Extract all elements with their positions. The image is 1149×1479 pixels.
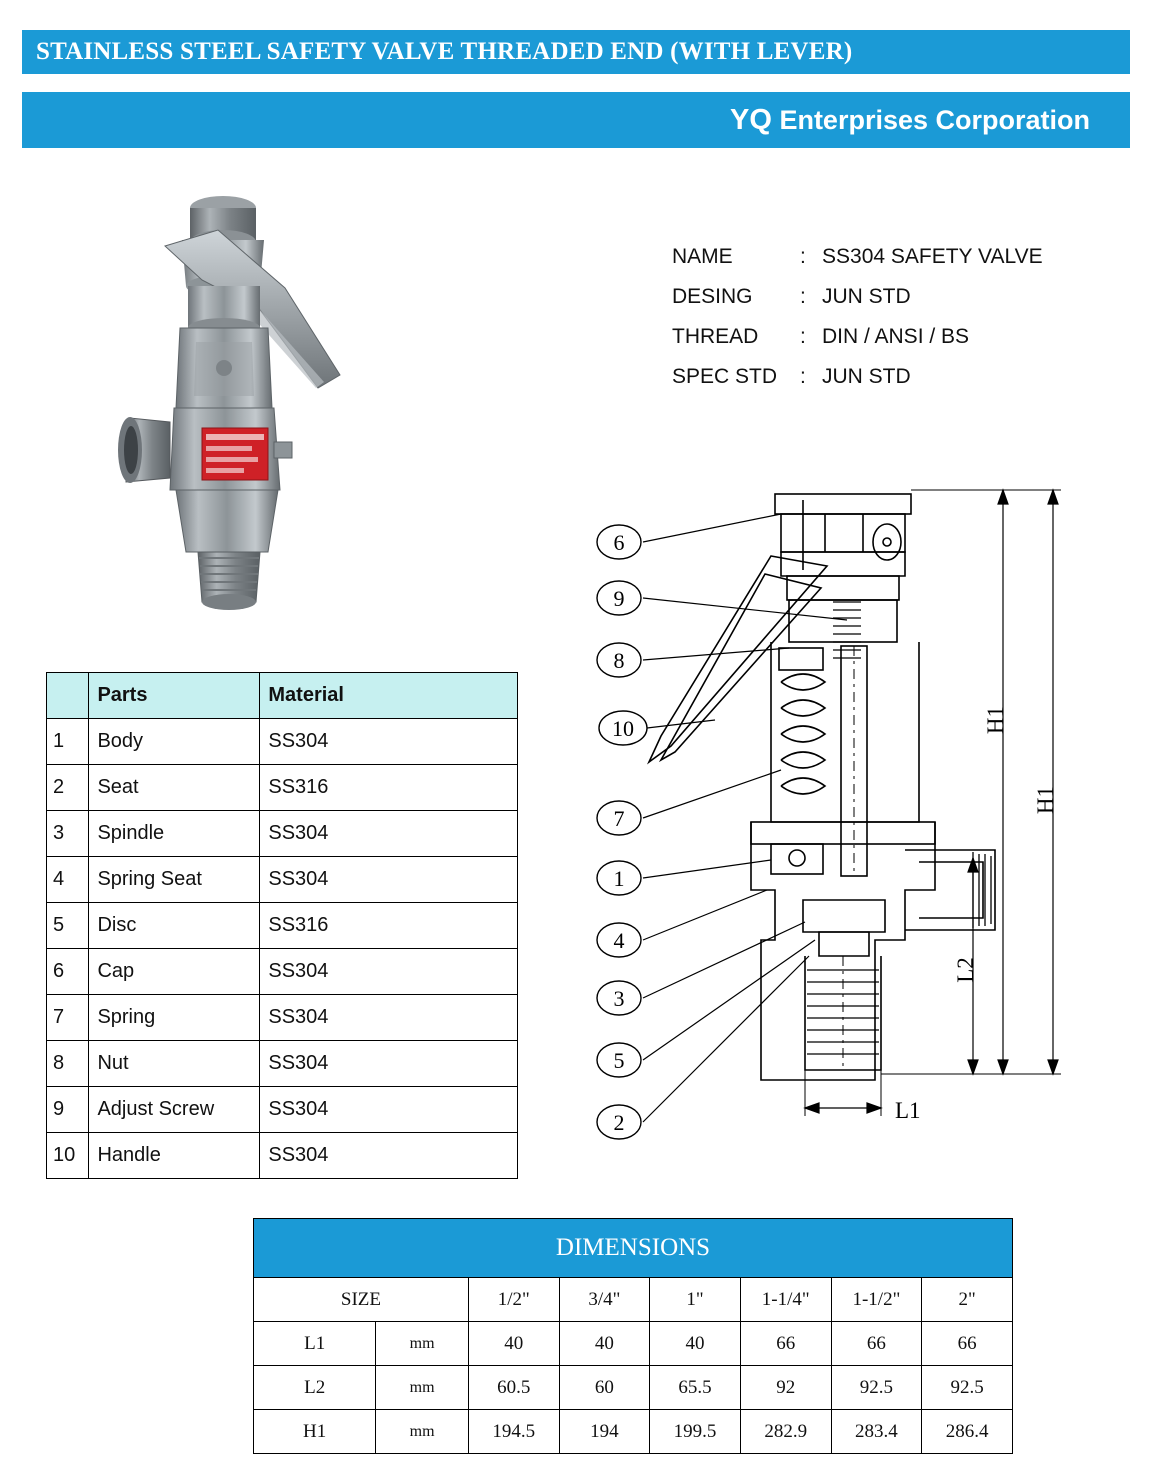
spec-row-spec-std (672, 365, 1102, 389)
cell-material: SS304 (260, 1087, 518, 1133)
cell-material: SS316 (260, 765, 518, 811)
table-row (47, 1041, 518, 1087)
cell-part: Handle (89, 1133, 260, 1179)
brand-bar (22, 92, 1130, 148)
table-row (47, 765, 518, 811)
svg-text:6: 6 (613, 530, 625, 555)
cell-part: Spindle (89, 811, 260, 857)
brand-initials: YQ (730, 103, 772, 136)
header-no (47, 673, 89, 719)
table-row (47, 949, 518, 995)
cell-part: Body (89, 719, 260, 765)
dimension-unit: mm (376, 1410, 469, 1454)
dimension-value: 65.5 (650, 1366, 741, 1410)
table-row (47, 995, 518, 1041)
table-row (47, 1133, 518, 1179)
spec-key: NAME (672, 245, 733, 268)
size-col-6: 2" (922, 1278, 1013, 1322)
dimension-unit: mm (376, 1322, 469, 1366)
spec-key: SPEC STD (672, 365, 778, 388)
dimensions-table (253, 1277, 1013, 1454)
dimension-value: 194 (559, 1410, 650, 1454)
dimension-value: 286.4 (922, 1410, 1013, 1454)
table-row (47, 857, 518, 903)
dimensions-block (253, 1218, 1013, 1454)
cross-section-drawing (575, 470, 1120, 1170)
size-col-2: 3/4" (559, 1278, 650, 1322)
dimension-value: 92 (740, 1366, 831, 1410)
dimension-label: L1 (254, 1322, 376, 1366)
spec-colon: : (800, 365, 806, 388)
dimension-value: 283.4 (831, 1410, 922, 1454)
size-col-1: 1/2" (468, 1278, 559, 1322)
dimension-value: 92.5 (922, 1366, 1013, 1410)
table-header-row (47, 673, 518, 719)
cell-part: Nut (89, 1041, 260, 1087)
cell-material: SS304 (260, 1041, 518, 1087)
cell-material: SS304 (260, 1133, 518, 1179)
cell-material: SS304 (260, 857, 518, 903)
spec-value: JUN STD (822, 285, 911, 308)
header-parts: Parts (89, 673, 260, 719)
cell-no: 6 (47, 949, 89, 995)
svg-text:L2: L2 (953, 957, 978, 983)
cell-material: SS316 (260, 903, 518, 949)
spec-list (672, 245, 1102, 405)
spec-key: THREAD (672, 325, 759, 348)
cell-no: 3 (47, 811, 89, 857)
cell-part: Spring (89, 995, 260, 1041)
table-row (47, 903, 518, 949)
size-col-5: 1-1/2" (831, 1278, 922, 1322)
svg-text:9: 9 (613, 586, 625, 611)
svg-text:2: 2 (613, 1110, 625, 1135)
cell-part: Disc (89, 903, 260, 949)
cell-no: 2 (47, 765, 89, 811)
cell-material: SS304 (260, 811, 518, 857)
cell-no: 4 (47, 857, 89, 903)
dimensions-title: DIMENSIONS (253, 1218, 1013, 1277)
cell-no: 8 (47, 1041, 89, 1087)
spec-colon: : (800, 325, 806, 348)
spec-row-thread (672, 325, 1102, 349)
dimension-row-l1 (254, 1322, 1013, 1366)
svg-text:H1: H1 (983, 705, 1008, 735)
cell-no: 10 (47, 1133, 89, 1179)
svg-text:3: 3 (613, 986, 625, 1011)
dimension-label: H1 (254, 1410, 376, 1454)
dimension-value: 194.5 (468, 1410, 559, 1454)
dimension-value: 66 (740, 1322, 831, 1366)
svg-text:10: 10 (612, 716, 634, 741)
dimension-value: 60.5 (468, 1366, 559, 1410)
svg-text:7: 7 (613, 806, 625, 831)
cell-part: Seat (89, 765, 260, 811)
dimension-value: 40 (468, 1322, 559, 1366)
dimension-label: L2 (254, 1366, 376, 1410)
cell-part: Adjust Screw (89, 1087, 260, 1133)
size-header: SIZE (254, 1278, 469, 1322)
dimension-value: 282.9 (740, 1410, 831, 1454)
page-title-bar (22, 30, 1130, 74)
svg-text:5: 5 (613, 1048, 625, 1073)
dimension-value: 40 (650, 1322, 741, 1366)
table-row (47, 1087, 518, 1133)
header-material: Material (260, 673, 518, 719)
dimension-value: 40 (559, 1322, 650, 1366)
cell-material: SS304 (260, 719, 518, 765)
dimension-row-h1 (254, 1410, 1013, 1454)
dimension-value: 66 (831, 1322, 922, 1366)
dimensions-header-row (254, 1278, 1013, 1322)
spec-value: SS304 SAFETY VALVE (822, 245, 1043, 268)
spec-key: DESING (672, 285, 753, 308)
spec-colon: : (800, 245, 806, 268)
size-col-4: 1-1/4" (740, 1278, 831, 1322)
table-row (47, 719, 518, 765)
cell-material: SS304 (260, 949, 518, 995)
spec-value: DIN / ANSI / BS (822, 325, 970, 348)
dimension-value: 199.5 (650, 1410, 741, 1454)
dimension-value: 92.5 (831, 1366, 922, 1410)
svg-text:H1: H1 (1033, 785, 1058, 815)
cell-no: 7 (47, 995, 89, 1041)
company-name (730, 104, 1130, 137)
svg-text:4: 4 (613, 928, 625, 953)
dimension-unit: mm (376, 1366, 469, 1410)
cell-part: Spring Seat (89, 857, 260, 903)
cell-no: 5 (47, 903, 89, 949)
cell-part: Cap (89, 949, 260, 995)
table-row (47, 811, 518, 857)
dimension-value: 66 (922, 1322, 1013, 1366)
spec-value: JUN STD (822, 365, 911, 388)
spec-row-desing (672, 285, 1102, 309)
product-photo (110, 160, 440, 620)
cell-no: 1 (47, 719, 89, 765)
svg-text:8: 8 (613, 648, 625, 673)
size-col-3: 1" (650, 1278, 741, 1322)
parts-material-table (46, 672, 518, 1179)
cell-no: 9 (47, 1087, 89, 1133)
dimension-row-l2 (254, 1366, 1013, 1410)
svg-text:L1: L1 (895, 1098, 921, 1123)
dimension-value: 60 (559, 1366, 650, 1410)
cell-material: SS304 (260, 995, 518, 1041)
svg-text:1: 1 (613, 866, 625, 891)
spec-row-name (672, 245, 1102, 269)
brand-rest: Enterprises Corporation (771, 104, 1090, 135)
spec-colon: : (800, 285, 806, 308)
page-title: STAINLESS STEEL SAFETY VALVE THREADED END (WITH LEVER) (36, 38, 853, 65)
